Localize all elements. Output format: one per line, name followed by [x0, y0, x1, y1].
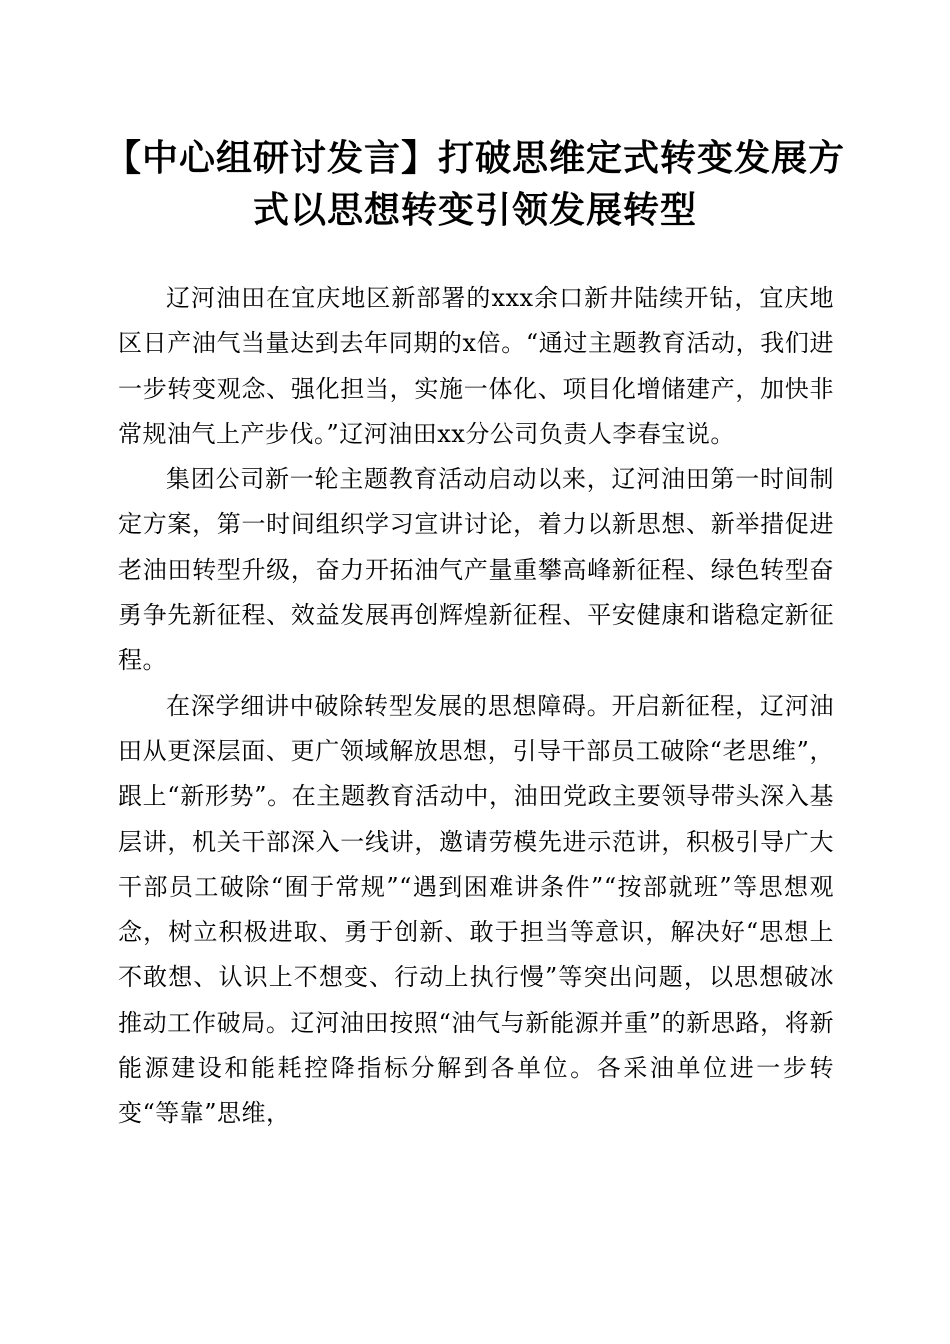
document-title: 【中心组研讨发言】打破思维定式转变发展方式以思想转变引领发展转型: [104, 137, 845, 231]
paragraph-1: 辽河油田在宜庆地区新部署的xxx余口新井陆续开钻，宜庆地区日产油气当量达到去年同期的x倍。“通过主题教育活动，我们进一步转变观念、强化担当，实施一体化、项目化增储建产，加快非常规油气上产步伐。”辽河油田xx分公司负责人李春宝说。: [118, 284, 834, 448]
paragraph-3: 在深学细讲中破除转型发展的思想障碍。开启新征程，辽河油田从更深层面、更广领域解放思想，引导干部员工破除“老思维”，跟上“新形势”。在主题教育活动中，油田党政主要领导带头深入基层讲，机关干部深入一线讲，邀请劳模先进示范讲，积极引导广大干部员工破除“囿于常规”“遇到困难讲条件”“按部就班”等思想观念，树立积极进取、勇于创新、敢于担当等意识，解决好“思想上不敢想、认识上不想变、行动上执行慢”等突出问题，以思想破冰推动工作破局。辽河油田按照“油气与新能源并重”的新思路，将新能源建设和能耗控降指标分解到各单位。各采油单位进一步转变“等靠”思维，: [118, 691, 834, 1128]
document-body: [118, 276, 834, 1137]
paragraph-2: 集团公司新一轮主题教育活动启动以来，辽河油田第一时间制定方案，第一时间组织学习宣讲讨论，着力以新思想、新举措促进老油田转型升级，奋力开拓油气产量重攀高峰新征程、绿色转型奋勇争先新征程、效益发展再创辉煌新征程、平安健康和谐稳定新征程。: [118, 465, 834, 675]
